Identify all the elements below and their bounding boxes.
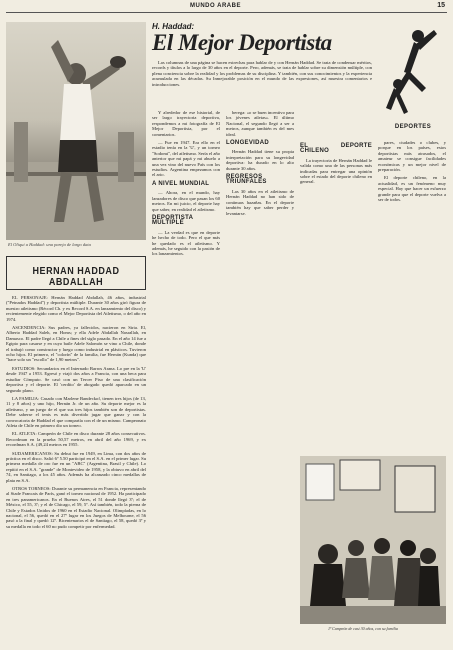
- column-1: [6, 295, 146, 640]
- discus-thrower-photo: [6, 22, 146, 240]
- paragraph: EL ATLETA: Campeón de Chile en disco durante 28 años consecutivos. Recordman en la prueba 50,57 metros, en abril del año 1969, y ex recordman S.A. (49,24 metros en 1955.: [6, 431, 146, 448]
- paragraph: — Fue en 1947. Era ello en el estadio tenía en la 'U', y un torneo "Sodomi", del atletismo. Sería el año anterior que mi papá y mi abuelo a una vez vino del nuevo País con los estudios. Argentina empezamos con el ario.: [152, 140, 220, 178]
- athlete-illustration: [380, 22, 446, 122]
- name-box: [6, 256, 146, 290]
- paragraph: SUDAMERICANOS: Su debut fue en 1949, en Lima, con dos años de práctica en el disco. Salió 6º 5.50 participó en el S.A. en el primer lugar. Su primera medalla de oro fue en un "ABC" (Argentina, Brasil y Chile). Lo repitió en el S.A. "grande" de Montevideo de 1958, y la obtuvo en abril del 74, en Santiago, a los 45 años. Además ha alcanzado cinco medallas de plata en S.A.: [6, 450, 146, 483]
- subhead: LONGEVIDAD: [226, 140, 270, 147]
- paragraph: ESTUDIOS: Secundarios en el Internado Barros Arana. Lo pre en la 'U' desde 1947 a 1953. Egresó y viajó dos años a Francia, con una beca para estudiar Cómputo. Se casó con un Tercer Piso de una clasificación deportiva y el deporte. El 'cerdito' de abogado quedó aparcado en un segundo plano.: [6, 365, 146, 393]
- family-photo: [300, 456, 446, 624]
- article-kicker: H. Haddad:: [152, 22, 195, 31]
- intro-paragraph: Las columnas de una página se hacen estrechas para hablar de y con Hernán Haddad. Se trata de condensar méritos, records y títulos a lo largo de 30 años en el deporte. Pero, además, se trata de hablar sobre su dimensión múltiple, con plena conciencia sobre la realidad y los problemas de su disciplina. Y también, con sus conocimientos y la experiencia acumulada en las décadas. Su Inmejorable posición en el mundo de las expresiones, así muestra comentarios e introducciones.: [152, 60, 372, 87]
- magazine-title: MUNDO ARABE: [190, 3, 241, 9]
- paragraph: pares, ciudades o clubes, y porque en los países, estos deportistas más atrasados, el amateur se consigue facilidades económicas y un mejor nivel de preparación.: [378, 140, 446, 173]
- intro-block: [152, 60, 372, 108]
- paragraph: Hernán Haddad tiene su propia interpretación para su longevidad deportiva: ha durado en lo alto durante 30 años.: [226, 149, 294, 171]
- column-5: [378, 140, 446, 450]
- subhead: A NIVEL MUNDIAL: [152, 180, 210, 187]
- column-2: [152, 110, 220, 640]
- paragraph: LA FAMILIA: Casado con Marlene Bandeckof, tienen tres hijos (de 13, 11 y 8 años) y uno hijo, Hernán Jr. de un año. Su deporte mejor es la atletismo, y un juego de el que sus tres hijos también son de deportistas. Debe saberse el tenis es más divertido jugar que ganar y con la convocatoria de Haddad el que compartía con el de un mismo. Campeonato Atleta de Chile en primero dio un torneo.: [6, 395, 146, 428]
- article-headline: El Mejor Deportista: [152, 30, 332, 55]
- paragraph: Y alrededor de ese historial, de ser largo trayectoria deportiva, respondemos a mi fotografía de El Mejor Deportista, por el comentarios.: [152, 110, 220, 137]
- paragraph: La trayectoria de Hernán Haddad le valida como una de las personas más indicadas para entregar una opinión sobre el estado del deporte chileno en general.: [300, 157, 372, 185]
- subhead: EL DEPORTE CHILENO: [300, 143, 372, 155]
- paragraph: ASCENDENCIA: Sus padres, ya fallecidos, nacieron en Siria. El, Alberto Haddad Saleh, en Homs; y ella Adele Abdallah Nasrallah, en Damasco. El padre llegó a Chile a fines del siglo pasado. En el año 14 fue a Egipto para casarse y en cuyo baile Adele Salomón se vino a Chile, donde el trabajó como constructor y luego como industrial en plásticos. Tuvieron ocho hijos. El primero, el "colorín" de la familia, fue Hernán (Kunda) que "hace solo un "escollo" de 1,90 metros".: [6, 325, 146, 363]
- subhead: DEPORTISTA MULTIPLE: [152, 214, 194, 227]
- photo-caption: El Oliqui a Haddad: una pareja de largo data: [8, 242, 91, 247]
- section-label: DEPORTES: [394, 124, 432, 130]
- athlete-name: HERNAN HADDAD ABDALLAH: [32, 266, 120, 288]
- header-rule: [6, 12, 447, 13]
- paragraph: — La verdad es que en deporte he hecho de todo. Pero el que más he quedado es el atletismo. Y además, he seguido con la pasión de los lanzamientos.: [152, 229, 220, 257]
- page-number: 15: [437, 2, 445, 9]
- paragraph: — Ahora, en el mundo, hay lanzadores de disco que pasan los 60 metros. En mi juicio, el deporte hay que saber, en realidad el atletismo.: [152, 190, 220, 212]
- subhead: REGRESOS TRIUNFALES: [226, 174, 267, 186]
- paragraph: El deporte chileno, en la actualidad, es un fenómeno muy especial. Hay que hacer un esfuerzo grande para que el deporte vuelva a ser de todos.: [378, 175, 446, 203]
- family-photo-caption: 1ª Campeón de casi 30 años, con su familia: [328, 626, 398, 631]
- paragraph: berega: «o se buen incentivo para los jóvenes atletas». El último Nacional, el segundo llegó a ser a metros, aunque también es del mes ideal.: [226, 110, 294, 137]
- paragraph: EL PERSONAJE: Hernán Haddad Abdallah, 46 años, industrial ("Peinados Haddad") y deportista múltiple. Durante 30 años giró figura de nuestro atletismo (Récord Ch. y ex Record S.A. en lanzamiento del disco) y recientemente elegido como el Mejor Deportista del Atletismo, o del año en 1974.: [6, 295, 146, 322]
- column-3: [226, 110, 294, 640]
- column-4: [300, 140, 372, 450]
- deportes-logo: [380, 22, 446, 134]
- paragraph: Las 30 años en el atletismo de Hernán Haddad no han sido de continuas hazañas. En el deporte también hay que saber perder y levantarse.: [226, 188, 294, 216]
- paragraph: OTROS TORNEOS: Durante su permanencia en Francia, representando al Stade Francais de París, ganó el torneo nacional de 1952. Ha participado en tres panamericanos. En el Buenos Aires, el 51 donde llegó 3º; el de México, el 55, 3º; y el de Chicago, el 59, 5º. Así también, todo la pierna de Chile y Estados Unidos de 1960 en el Estadio Nacional. Olimpíadas, en lo nacional, el 56, quedó en el 27º lugar en los Juegos de Melbourne, el 56 pasó a la final y quedó 12º. Bicentenarios el de Santiago, el 58, quedó 3º y su medalla en todo el 60 no pudo competir por enfermedad.: [6, 486, 146, 529]
